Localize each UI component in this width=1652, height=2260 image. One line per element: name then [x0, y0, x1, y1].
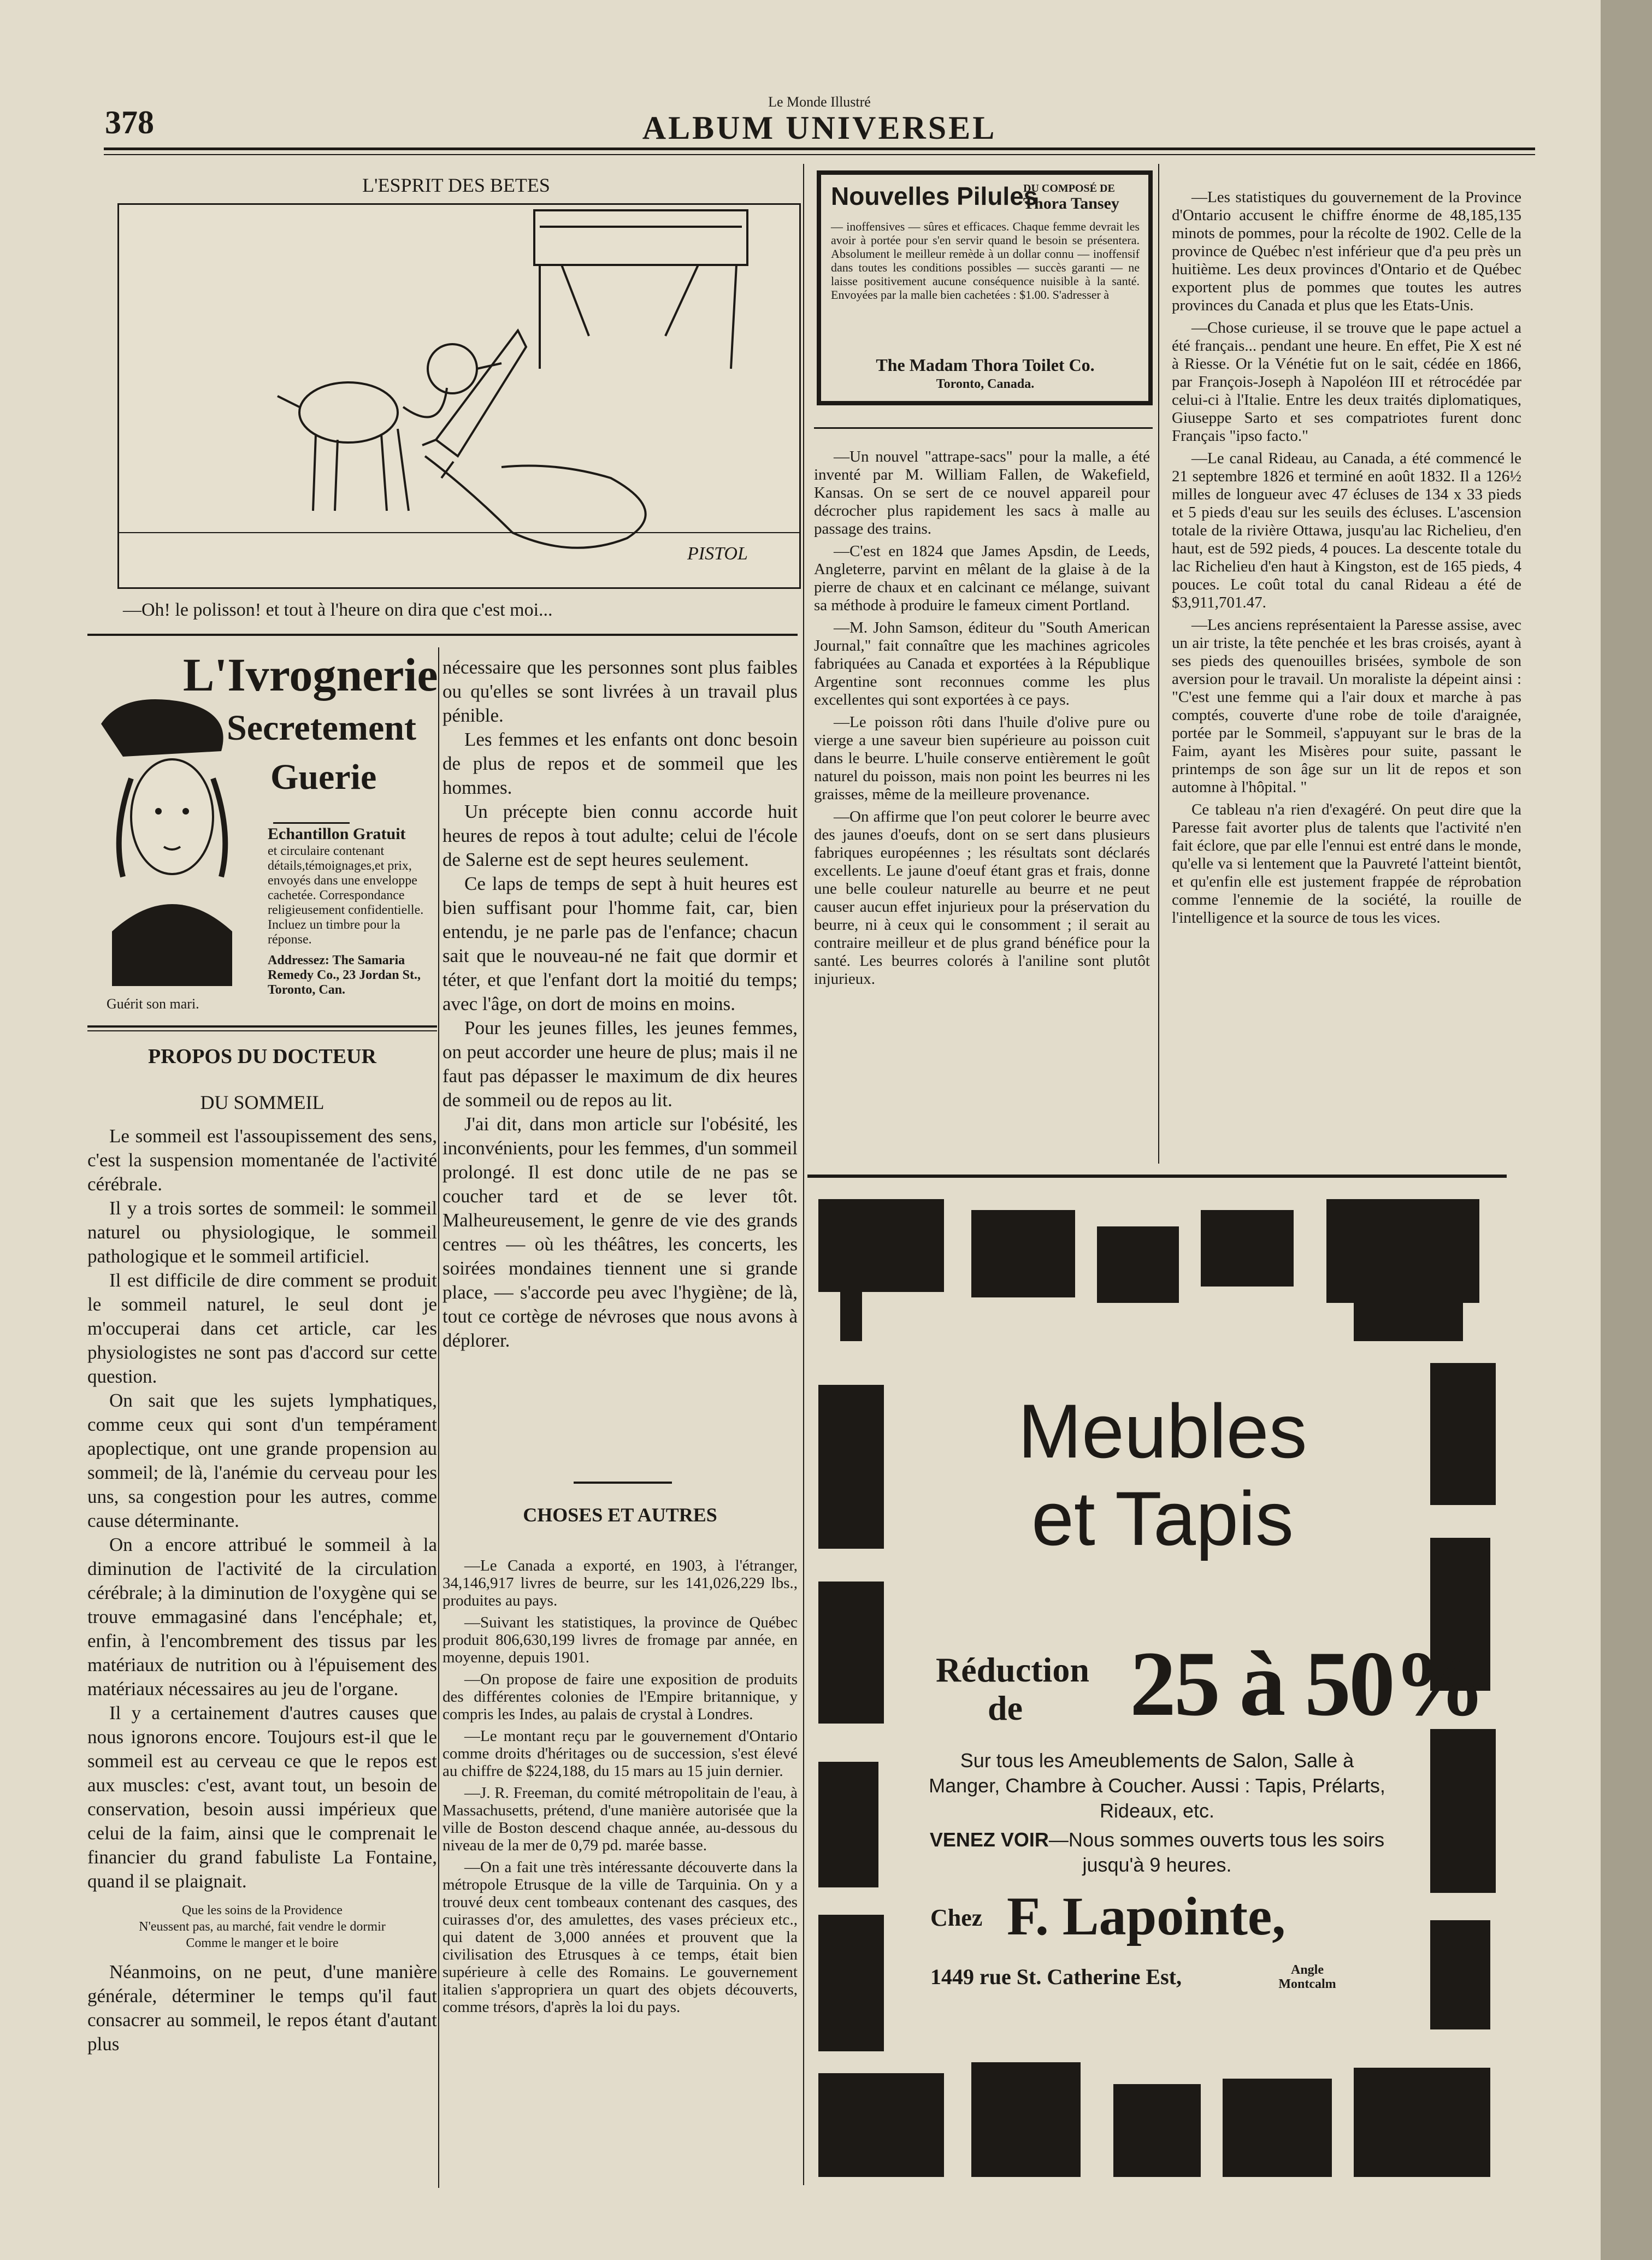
- news-item: —Le poisson rôti dans l'huile d'olive pure ou vierge a une saveur bien supérieure au poisson cuit dans le beurre. L'huile conserve entièrement le goût naturel du poisson, mais non point les beurres ni les graisses, même de la meilleure provenance.: [814, 713, 1150, 803]
- reduction-percent: 25 à 50%: [1130, 1632, 1484, 1735]
- propos-paragraph: Les femmes et les enfants ont donc besoin de plus de repos et de sommeil que les hommes.: [442, 729, 798, 798]
- ivrognerie-line2: Secretement: [227, 708, 416, 748]
- propos-title: PROPOS DU DOCTEUR: [148, 1045, 377, 1068]
- propos-paragraph: Il est difficile de dire comment se produit le sommeil naturel, le seul dont je m'occuperai dans cet article, car les physiologistes ne sont pas d'accord sur cette question.: [87, 1270, 437, 1387]
- choses-body: [442, 1557, 798, 2016]
- venez-voir-text: —Nous sommes ouverts tous les soirs jusqu'à 9 heures.: [1048, 1828, 1385, 1876]
- propos-continuation: [442, 656, 798, 1353]
- choses-item: —On a fait une très intéressante découverte dans la métropole Etrusque de la ville de Tarquinia. On y a trouvé deux cent tombeaux contenant des casques, des cuirasses d'or, des amulettes, des vases précieux etc., qui datent de 3,000 années et prouvent que la civilisation des Etrusques à ce temps, était bien supérieure à celle des Romains. Le gouvernement italien s'appropriera un quart des objets découverts, comme trésors, d'après la loi du pays.: [442, 1858, 798, 2016]
- portrait-caption: Guérit son mari.: [107, 996, 199, 1012]
- pilules-brand: Thora Tansey: [1023, 194, 1119, 213]
- meubles-ad: [807, 1188, 1512, 2188]
- woman-portrait: [90, 691, 254, 986]
- news-item: —C'est en 1824 que James Apsdin, de Leeds, Angleterre, parvint en mêlant de la glaise à de la pierre de chaux et en calcinant ce mélange, suivant sa méthode à produire le fameux ciment Portland.: [814, 542, 1150, 614]
- angle-line: Montcalm: [1278, 1977, 1336, 1991]
- merchant-address: 1449 rue St. Catherine Est,: [930, 1964, 1182, 1989]
- news-item: —M. John Samson, éditeur du "South American Journal," fait connaître que les machines agricoles fabriquées au Canada et exportées à la République Argentine sont reconnues comme les plus excellentes qui sont exportées à ce pays.: [814, 619, 1150, 709]
- news-item: —Chose curieuse, il se trouve que le pape actuel a été français... pendant une heure. En effet, Pie X est né à Riesse. Or la Vénétie fut on le sait, cédée en 1866, par François-Joseph à Napoléon III et rétrocédée par celui-ci à l'Italie. Entre les deux traités diplomatiques, Giuseppe Sarto et ses compatriotes furent donc Français "ipso facto.": [1172, 319, 1521, 445]
- meubles-title2: et Tapis: [1031, 1476, 1294, 1561]
- choses-title: CHOSES ET AUTRES: [523, 1504, 717, 1526]
- choses-item: —Suivant les statistiques, la province de Québec produit 806,630,199 livres de fromage par année, en moyenne, depuis 1901.: [442, 1614, 798, 1666]
- news-item: —Les statistiques du gouvernement de la Province d'Ontario accusent le chiffre énorme de 48,185,135 minots de pommes, pour la récolte de 1902. Celle de la province de Québec n'est inférieur que d'a peu près un huitième. Les deux provinces d'Ontario et de Québec exportent plus de pommes que toutes les autres provinces du Canada et plus que les Etats-Unis.: [1172, 188, 1521, 314]
- news-item: —Le canal Rideau, au Canada, a été commencé le 21 septembre 1826 et terminé en août 1832. Il a 126½ milles de longueur avec 47 écluses de 134 x 33 pieds et 5 pieds d'eau sur les seuils des écluses. L'ascension totale de la rivière Ottawa, jusqu'au lac Richelieu, d'en haut, est de 592 pieds, 4 pouces. La descente totale du lac Richelieu d'en haut à Kingston, est de 165 pieds, 4 pouces. Le coût total du canal Rideau a été de $3,911,701.47.: [1172, 450, 1521, 611]
- ivrognerie-address: Addressez: The Samaria Remedy Co., 23 Jordan St., Toronto, Can.: [268, 953, 421, 997]
- choses-item: —Le montant reçu par le gouvernement d'Ontario comme droits d'héritages ou de succession, s'est élevé au chiffre de $224,188, du 15 mars au 15 juin dernier.: [442, 1727, 798, 1780]
- propos-paragraph: On a encore attribué le sommeil à la diminution de l'activité de la circulation cérébrale; à la diminution de l'oxygène qui se trouve emmagasiné dans l'encéphale; et, enfin, à l'encombrement des tissus par les matériaux de nutrition ou à l'épuisement des matériaux nécessaires au jeu de l'organe.: [87, 1534, 437, 1700]
- pilules-company: The Madam Thora Toilet Co.: [876, 355, 1095, 375]
- propos-paragraph: Le sommeil est l'assoupissement des sens, c'est la suspension momentanée de l'activité cérébrale.: [87, 1125, 437, 1195]
- propos-body: [87, 1124, 437, 2056]
- news-item: —Les anciens représentaient la Paresse assise, avec un air triste, la tête penchée et les bras croisés, ayant à ses pieds des quenouilles brisées, symbole de son aversion pour le travail. Un moraliste la dépeint ainsi : "C'est une femme qui a l'air doux et marche à pas comptés, couverte d'une robe de toile d'araignée, portée par le Sommeil, s'appuyant sur le bras de la Faim, ayant les Misères pour suite, passant le printemps de son âge sur un lit de repos et son automne à l'hôpital. ": [1172, 616, 1521, 796]
- echantillon-label: Echantillon Gratuit: [268, 825, 406, 843]
- propos-paragraph: On sait que les sujets lymphatiques, comme ceux qui sont d'un tempérament apoplectique, ont une grande propension au sommeil; de là, l'anémie du cerveau pour les uns, sa congestion pour les autres, comme cause déterminante.: [87, 1390, 437, 1531]
- ivrognerie-divider: [273, 822, 350, 824]
- verse-line: Que les soins de la Providence: [182, 1903, 343, 1917]
- ivrognerie-line3: Guerie: [270, 757, 377, 797]
- propos-paragraph: J'ai dit, dans mon article sur l'obésité, les inconvénients, pour les femmes, d'un sommeil prolongé. Il est donc utile de ne pas se coucher tard et de se lever tôt. Malheureusement, le genre de vie des grands centres — où les théâtres, les concerts, les soirées mondaines tiennent une si grande place, — s'accorde peu avec l'hygiène; de là, tout ce cortège de névroses que nous avons à déplorer.: [442, 1113, 798, 1351]
- merchant-name: F. Lapointe,: [1007, 1886, 1286, 1946]
- ad-rule-thin: [87, 1030, 437, 1031]
- cartoon-illustration: [119, 205, 799, 587]
- news-item: —On affirme que l'on peut colorer le beurre avec des jaunes d'oeufs, dont on se sert dans plusieurs fabriques européennes ; les résultats sont déclarés excellents. Le jaune d'oeuf étant gras et frais, donne une belle couleur naturelle au beurre et ne peut causer aucun effet injurieux pour la préservation du beurre, ni à ceux qui le consomment ; il serait au contraire meilleur et de plus grand bénéfice pour la santé. Les beurres colorés à l'aniline sont plutôt injurieux.: [814, 808, 1150, 988]
- cartoon-signature: PISTOL: [687, 544, 748, 564]
- ivrognerie-ad: [90, 647, 440, 1024]
- pilules-ad: [817, 170, 1153, 405]
- column-divider: [1158, 164, 1159, 1164]
- pilules-title: Nouvelles Pilules: [831, 182, 1038, 210]
- angle-line: Angle: [1291, 1963, 1324, 1977]
- cartoon-frame: [117, 203, 801, 589]
- cartoon-title: L'ESPRIT DES BETES: [362, 174, 550, 196]
- pilules-rule: [814, 427, 1153, 429]
- column-divider: [803, 164, 804, 2185]
- cartoon-rule: [87, 634, 798, 636]
- propos-paragraph: Néanmoins, on ne peut, d'une manière générale, déterminer le temps qu'il faut consacrer au sommeil, le repos étant d'autant plus: [87, 1961, 437, 2055]
- verse-quote: [87, 1902, 437, 1951]
- chez-label: Chez: [930, 1904, 983, 1931]
- reduction-label: Réduction: [936, 1650, 1089, 1689]
- propos-paragraph: Pour les jeunes filles, les jeunes femmes, on peut accorder une heure de plus; mais il ne faut pas dépasser le maximum de dix heures de sommeil ou de repos au lit.: [442, 1017, 798, 1111]
- masthead-title: ALBUM UNIVERSEL: [642, 110, 997, 146]
- pilules-compose: DU COMPOSÉ DE: [1023, 182, 1115, 194]
- propos-subtitle: DU SOMMEIL: [200, 1091, 324, 1113]
- propos-paragraph: Ce laps de temps de sept à huit heures est bien suffisant pour l'homme fait, car, bien entendu, je ne parle pas de l'enfance; chacun sait que le nouveau-né ne fait que dormir et téter, et que l'enfant dort la moitié du temps; avec l'âge, on dort de moins en moins.: [442, 873, 798, 1014]
- choses-item: —On propose de faire une exposition de produits des différentes colonies de l'Empire britannique, y compris les Indes, au palais de crystal à Londres.: [442, 1671, 798, 1723]
- masthead-subtitle: Le Monde Illustré: [768, 94, 871, 110]
- section-ornament: [574, 1482, 672, 1484]
- meubles-line1: Sur tous les Ameublements de Salon, Salle à Manger, Chambre à Coucher. Aussi : Tapis, Prélarts, Rideaux, etc.: [929, 1749, 1385, 1822]
- angle-note: [1261, 1963, 1354, 1991]
- venez-voir-label: VENEZ VOIR: [929, 1828, 1049, 1851]
- page-number: 378: [105, 104, 154, 140]
- masthead-rule-thin: [104, 154, 1535, 155]
- meubles-ad-rule: [807, 1175, 1507, 1178]
- cartoon-caption: —Oh! le polisson! et tout à l'heure on dira que c'est moi...: [123, 600, 553, 620]
- ad-rule: [87, 1025, 437, 1028]
- news-item: Ce tableau n'a rien d'exagéré. On peut dire que la Paresse fait avorter plus de talents que l'activité n'en fait éclore, que par elle l'ennui est entré dans le monde, qu'elle va si lentement que la Pauvreté l'atteint bientôt, et qu'enfin elle est justement frappée de réprobation comme l'ennemie de la société, la rouille de l'intelligence et la source de tous les vices.: [1172, 801, 1521, 927]
- choses-item: —J. R. Freeman, du comité métropolitain de l'eau, à Massachusetts, prétend, d'une manière autorisée que la ville de Boston descend chaque année, au-dessous du niveau de la mer de 0,79 pd. marée basse.: [442, 1784, 798, 1854]
- choses-item: —Le Canada a exporté, en 1903, à l'étranger, 34,146,917 livres de beurre, sur les 141,026,229 lbs., produites au pays.: [442, 1557, 798, 1609]
- faits-divers-col4: [1172, 188, 1521, 931]
- propos-paragraph: Un précepte bien connu accorde huit heures de repos à tout adulte; celui de l'école de Salerne est de sept heures seulement.: [442, 801, 798, 870]
- news-item: —Un nouvel "attrape-sacs" pour la malle, a été inventé par M. William Fallen, de Wakefield, Kansas. On se sert de ce nouvel appareil pour décrocher plus rapidement les sacs à malle au passage des trains.: [814, 448, 1150, 538]
- propos-paragraph: Il y a trois sortes de sommeil: le sommeil naturel ou physiologique, le sommeil pathologique et le sommeil artificiel.: [87, 1197, 437, 1267]
- column-divider: [438, 647, 439, 2188]
- verse-line: N'eussent pas, au marché, fait vendre le dormir: [139, 1920, 386, 1934]
- page-edge: [1601, 0, 1652, 2260]
- meubles-title1: Meubles: [1018, 1388, 1307, 1474]
- reduction-de: de: [988, 1689, 1023, 1727]
- meubles-venez: [928, 1827, 1386, 1878]
- propos-paragraph: Il y a certainement d'autres causes que nous ignorons encore. Toujours est-il que le sommeil est au cerveau ce que le repos est aux muscles: c'est, avant tout, un besoin de conservation, besoin aussi impérieux que celui de la faim, ainsi que le comprenait le financier du grand fabuliste La Fontaine, quand il se plaignait.: [87, 1702, 437, 1892]
- ivrognerie-body: et circulaire contenant détails,témoignages,et prix, envoyés dans une enveloppe cachetée. Correspondance religieusement confidentielle. Incluez un timbre pour la réponse.: [268, 844, 424, 947]
- faits-divers-col3: [814, 448, 1150, 993]
- pilules-body: — inoffensives — sûres et efficaces. Chaque femme devrait les avoir à portée pour s'en servir quand le besoin se présentera. Absolument le meilleur remède à un dollar connu — inoffensif dans toutes les conditions possibles — succès garanti — ne laisse positivement aucune conséquence nuisible à la santé. Envoyées par la malle bien cachetées : $1.00. S'adresser à: [831, 220, 1140, 302]
- masthead-rule: [104, 147, 1535, 150]
- verse-line: Comme le manger et le boire: [186, 1936, 339, 1950]
- propos-paragraph: nécessaire que les personnes sont plus faibles ou qu'elles se sont livrées à un travail plus pénible.: [442, 657, 798, 726]
- ivrognerie-title: L'Ivrognerie: [183, 648, 438, 701]
- pilules-city: Toronto, Canada.: [936, 377, 1035, 391]
